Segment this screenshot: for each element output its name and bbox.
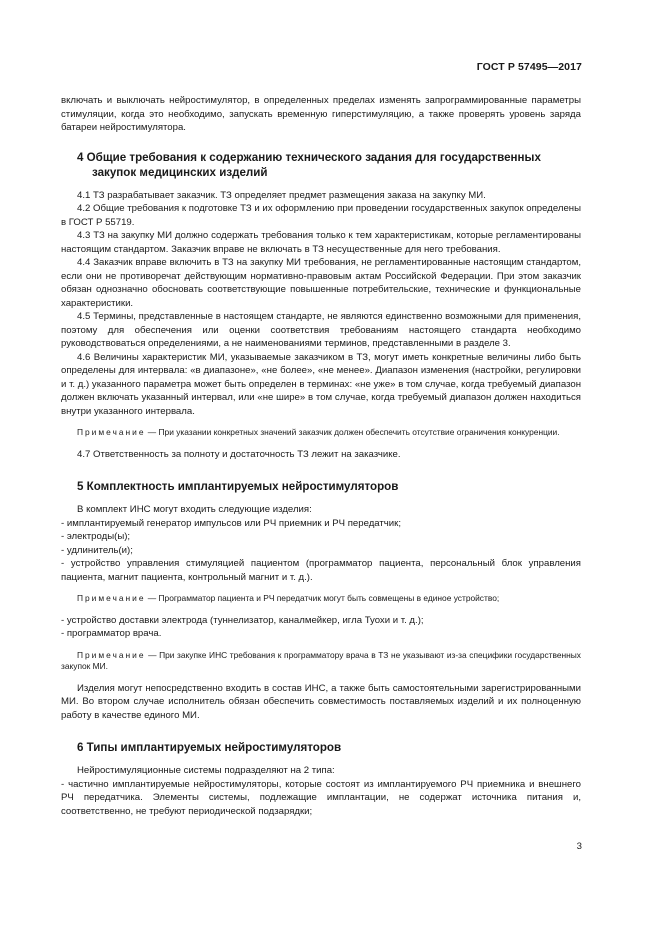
page-number: 3 bbox=[576, 841, 582, 852]
clause-4-4: 4.4 Заказчик вправе включить в ТЗ на закупку МИ требования, не регламентированные настоящим стандартом, если они не противоречат действующим нормативно-правовым актам Российской Федерации. При этом заказчик обязан однозначно обосновать соответствующие повышенные потребительские, технические и функциональные характеристики. bbox=[61, 257, 581, 309]
clause-4-2: 4.2 Общие требования к подготовке ТЗ и их оформлению при проведении государственных закупок определены в ГОСТ Р 55719. bbox=[61, 203, 581, 228]
clause-4-5: 4.5 Термины, представленные в настоящем стандарте, не являются единственно возможными для применения, поэтому для обеспечения или оценки соответствия требованиям настоящего стандарта необходимо руководствоваться определениями, а не наименованиями терминов, представленными в разделе 3. bbox=[61, 311, 581, 349]
section-5-heading: 5 Комплектность имплантируемых нейростимуляторов bbox=[77, 480, 399, 493]
list-item: - электроды(ы); bbox=[61, 531, 131, 542]
list-item: - имплантируемый генератор импульсов или РЧ приемник и РЧ передатчик; bbox=[61, 517, 402, 529]
section-5-closing: Изделия могут непосредственно входить в состав ИНС, а также быть самостоятельными зарегистрированными МИ. Во втором случае исполнитель обязан обеспечить совместимость поставляемых изделий и их полноценную работу в качестве единого МИ. bbox=[61, 682, 581, 721]
list-item: - устройство управления стимуляцией пациентом (программатор пациента, персональный блок управления пациента, магнит пациента, контрольный магнит и т. д.). bbox=[61, 558, 581, 583]
note-label: Примечание bbox=[77, 593, 146, 603]
clause-4-6: 4.6 Величины характеристик МИ, указываемые заказчиком в ТЗ, могут иметь конкретные величины либо быть определены для интервала: «в диапазоне», «не более», «не менее». Диапазон изменения (настройки, регулировки и т. д.) указанного параметра может быть определен в терминах: «не уже» в том случае, когда требуемый диапазон должен включать указанный интервал, или «не шире» в том случае, когда требуемый диапазон должен находиться внутри указанного интервала. bbox=[61, 351, 581, 417]
note-5-1 bbox=[61, 593, 581, 605]
list-item: - удлинитель(и); bbox=[61, 544, 133, 556]
clause-4-7: 4.7 Ответственность за полноту и достаточность ТЗ лежит на заказчике. bbox=[77, 448, 401, 460]
clause-4-1: 4.1 ТЗ разрабатывает заказчик. ТЗ определяет предмет размещения заказа на закупку МИ. bbox=[77, 189, 486, 201]
clause-4-3: 4.3 ТЗ на закупку МИ должно содержать требования только к тем характеристикам, которые регламентированы настоящим стандартом. Заказчик вправе не включать в ТЗ несущественные для него требования. bbox=[61, 230, 581, 255]
note-text: — При указании конкретных значений заказчик должен обеспечить отсутствие ограничения конкуренции. bbox=[145, 427, 560, 437]
section-6-heading: 6 Типы имплантируемых нейростимуляторов bbox=[77, 741, 342, 754]
note-text: — Программатор пациента и РЧ передатчик могут быть совмещены в единое устройство; bbox=[145, 593, 500, 603]
note-5-2 bbox=[61, 650, 581, 673]
list-item: - программатор врача. bbox=[61, 628, 162, 639]
note-label: Примечание bbox=[77, 649, 146, 660]
section-6-lead: Нейростимуляционные системы подразделяют на 2 типа: bbox=[77, 765, 335, 776]
section-5-lead: В комплект ИНС могут входить следующие изделия: bbox=[77, 504, 312, 515]
list-item: - частично имплантируемые нейростимуляторы, которые состоят из имплантируемого РЧ приемника и внешнего РЧ передатчика. Элементы системы, подлежащие имплантации, не содержат источника питания и, соответственно, не требуют периодической подзарядки; bbox=[61, 778, 581, 817]
document-body bbox=[61, 94, 581, 818]
section-4-heading: 4 Общие требования к содержанию технического задания для государственных закупок медицинских изделий bbox=[77, 150, 541, 179]
note-text: — При закупке ИНС требования к программатору врача в ТЗ не указывают из-за специфики государственных закупок МИ. bbox=[61, 649, 581, 671]
list-item: - устройство доставки электрода (туннелизатор, каналмейкер, игла Туохи и т. д.); bbox=[61, 614, 424, 626]
intro-paragraph: включать и выключать нейростимулятор, в определенных пределах изменять запрограммированные параметры стимуляции, когда это необходимо, запускать временную гиперстимуляцию, а также проверять уровень заряда батареи нейростимулятора. bbox=[61, 95, 581, 133]
document-code: ГОСТ Р 57495—2017 bbox=[476, 61, 582, 73]
note-label: Примечание bbox=[77, 427, 146, 437]
note-4 bbox=[61, 427, 581, 439]
